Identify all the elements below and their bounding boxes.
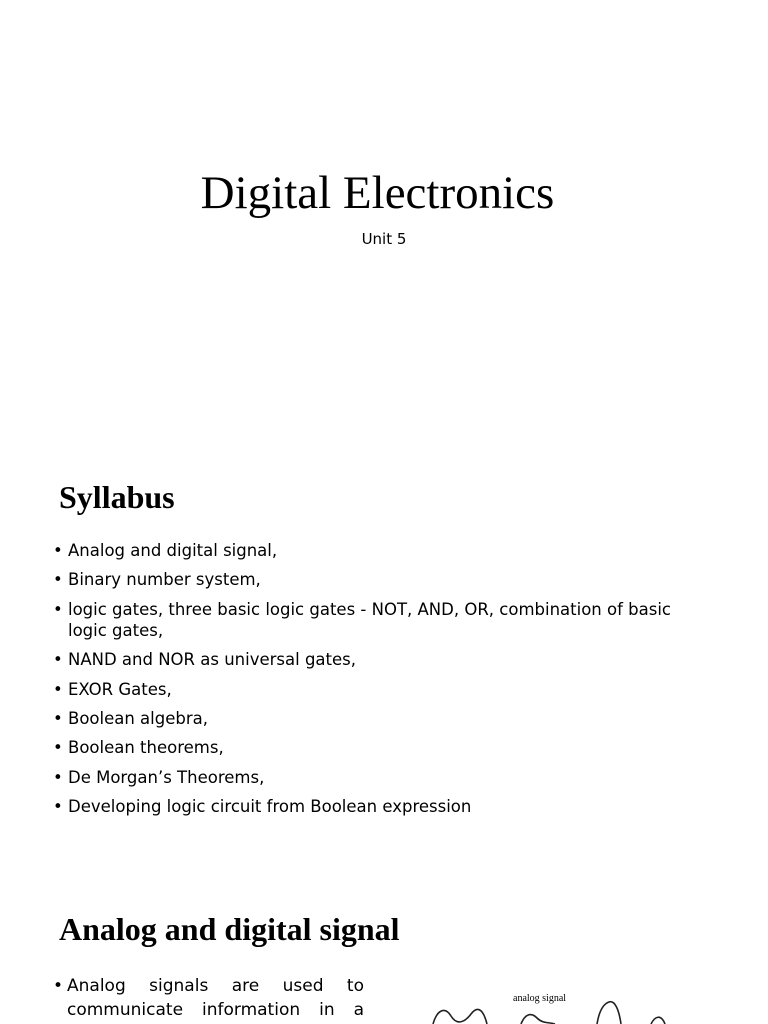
bullet-icon: • <box>53 738 63 758</box>
list-item <box>52 767 712 788</box>
list-item <box>52 569 712 590</box>
list-item-text: EXOR Gates, <box>68 679 172 699</box>
title-slide <box>0 0 768 432</box>
analog-digital-slide <box>0 864 768 1024</box>
bullet-icon: • <box>53 599 63 619</box>
bullet-icon: • <box>53 797 63 817</box>
list-item-text: NAND and NOR as universal gates, <box>68 650 356 670</box>
list-item <box>52 974 364 998</box>
list-item <box>52 737 712 758</box>
bullet-icon: • <box>53 708 63 728</box>
description-line-2: communicate information in a <box>67 1000 364 1020</box>
syllabus-heading: Syllabus <box>59 479 175 515</box>
bullet-icon: • <box>53 650 63 670</box>
analog-description-list <box>52 974 364 1022</box>
bullet-icon: • <box>53 767 63 787</box>
list-item <box>52 998 364 1022</box>
syllabus-slide <box>0 432 768 864</box>
presentation-title: Digital Electronics <box>200 167 555 219</box>
bullet-icon: • <box>53 541 63 560</box>
list-item-text: Analog and digital signal, <box>68 541 278 560</box>
bullet-icon: • <box>53 570 63 590</box>
bullet-icon: • <box>53 679 63 699</box>
list-item-text: Developing logic circuit from Boolean expression <box>68 797 472 817</box>
list-item-text: Binary number system, <box>68 570 261 590</box>
analog-signal-figure <box>425 988 685 1024</box>
list-item <box>52 796 712 817</box>
list-item <box>52 599 712 641</box>
list-item <box>52 679 712 700</box>
figure-caption: analog signal <box>513 993 567 1004</box>
list-item-text: Boolean algebra, <box>68 708 208 728</box>
list-item-text: De Morgan’s Theorems, <box>68 767 265 787</box>
list-item <box>52 708 712 729</box>
list-item <box>52 649 712 670</box>
list-item <box>52 540 712 561</box>
bullet-icon: • <box>53 976 64 996</box>
description-line-1: Analog signals are used to <box>67 976 364 996</box>
analog-waveform <box>433 1002 665 1024</box>
list-item-text: logic gates, three basic logic gates - NOT, AND, OR, combination of basic logic gates, <box>68 599 671 640</box>
presentation-subtitle: Unit 5 <box>361 230 407 248</box>
analog-digital-heading: Analog and digital signal <box>59 911 400 947</box>
syllabus-list <box>52 540 712 826</box>
list-item-text: Boolean theorems, <box>68 738 224 758</box>
